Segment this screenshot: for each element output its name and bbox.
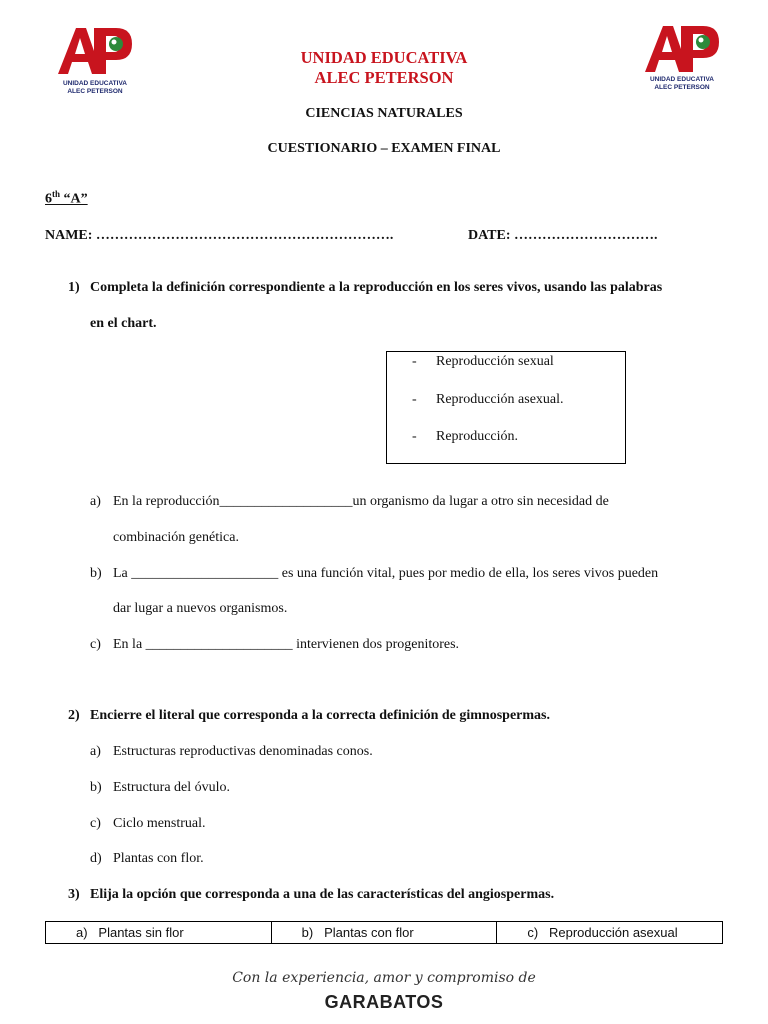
q1-text-line2: en el chart. (90, 316, 157, 331)
q2-option-a[interactable]: Estructuras reproductivas denominadas conos. (113, 744, 373, 759)
q1-item-b-line2: dar lugar a nuevos organismos. (113, 601, 288, 616)
q3-option-b[interactable] (271, 922, 497, 944)
q3-option-c[interactable] (497, 922, 723, 944)
school-name-line1: UNIDAD EDUCATIVA (300, 48, 468, 67)
word-bank-item-label: Reproducción. (436, 429, 519, 444)
word-bank-item: - Reproducción sexual (412, 354, 554, 369)
exam-title: CUESTIONARIO – EXAMEN FINAL (267, 141, 501, 156)
q1-item-c-letter: c) (90, 637, 101, 652)
logo-caption-line2: ALEC PETERSON (654, 84, 710, 91)
q2-option-a-letter[interactable]: a) (90, 744, 101, 759)
word-bank-item: - Reproducción. (412, 429, 519, 444)
q1-item-b-letter: b) (90, 566, 102, 581)
name-field[interactable]: NAME: ………………………………………………………. (45, 228, 394, 243)
q3-option-letter: a) (76, 924, 88, 940)
q3-option-label: Reproducción asexual (549, 924, 678, 940)
q3-option-label: Plantas sin flor (98, 924, 184, 940)
grade-label (45, 189, 88, 208)
word-bank-item-label: Reproducción asexual. (436, 392, 564, 407)
q3-option-letter: c) (527, 924, 539, 940)
q1-item-b-line1[interactable]: La _____________________ es una función vital, pues por medio de ella, los seres vivos pueden (113, 566, 659, 581)
q2-option-c-letter[interactable]: c) (90, 816, 101, 831)
word-bank-item-label: Reproducción sexual (436, 354, 554, 369)
q2-option-d-letter[interactable]: d) (90, 851, 102, 866)
q1-number: 1) (68, 280, 80, 295)
date-field[interactable]: DATE: …………………………. (468, 228, 658, 243)
logo-caption-line1: UNIDAD EDUCATIVA (649, 76, 715, 83)
q2-option-d[interactable]: Plantas con flor. (113, 851, 204, 866)
q1-text-line1: Completa la definición correspondiente a la reproducción en los seres vivos, usando las palabras (90, 280, 663, 295)
footer-brand: GARABATOS (324, 992, 444, 1012)
q1-item-a-line2: combinación genética. (113, 530, 239, 545)
q2-option-b[interactable]: Estructura del óvulo. (113, 780, 231, 795)
logo-caption-line2: ALEC PETERSON (67, 88, 123, 95)
subject-title: CIENCIAS NATURALES (305, 106, 463, 121)
q2-text: Encierre el literal que corresponda a la correcta definición de gimnospermas. (90, 708, 550, 723)
q1-item-c-line1[interactable]: En la _____________________ intervienen dos progenitores. (113, 637, 460, 652)
q2-option-b-letter[interactable]: b) (90, 780, 102, 795)
q3-options-table (45, 921, 723, 944)
q1-item-a-line1[interactable]: En la reproducción___________________un organismo da lugar a otro sin necesidad de (113, 494, 609, 509)
grade-suffix: th (52, 189, 61, 199)
school-name-line2: ALEC PETERSON (314, 68, 454, 87)
table-row (46, 922, 723, 944)
q1-item-a-letter: a) (90, 494, 101, 509)
q3-option-a[interactable] (46, 922, 272, 944)
q3-number: 3) (68, 887, 80, 902)
q3-text: Elija la opción que corresponda a una de las características del angiospermas. (90, 887, 555, 902)
logo-caption-line1: UNIDAD EDUCATIVA (62, 80, 128, 87)
q2-option-c[interactable]: Ciclo menstrual. (113, 816, 206, 831)
word-bank-item: - Reproducción asexual. (412, 392, 564, 407)
q3-option-letter: b) (301, 924, 314, 940)
grade-section: “A” (60, 191, 88, 207)
word-bank (386, 351, 626, 464)
q3-option-label: Plantas con flor (324, 924, 414, 940)
q2-number: 2) (68, 708, 80, 723)
footer-tagline: Con la experiencia, amor y compromiso de (232, 970, 536, 986)
grade-number: 6 (45, 191, 52, 207)
